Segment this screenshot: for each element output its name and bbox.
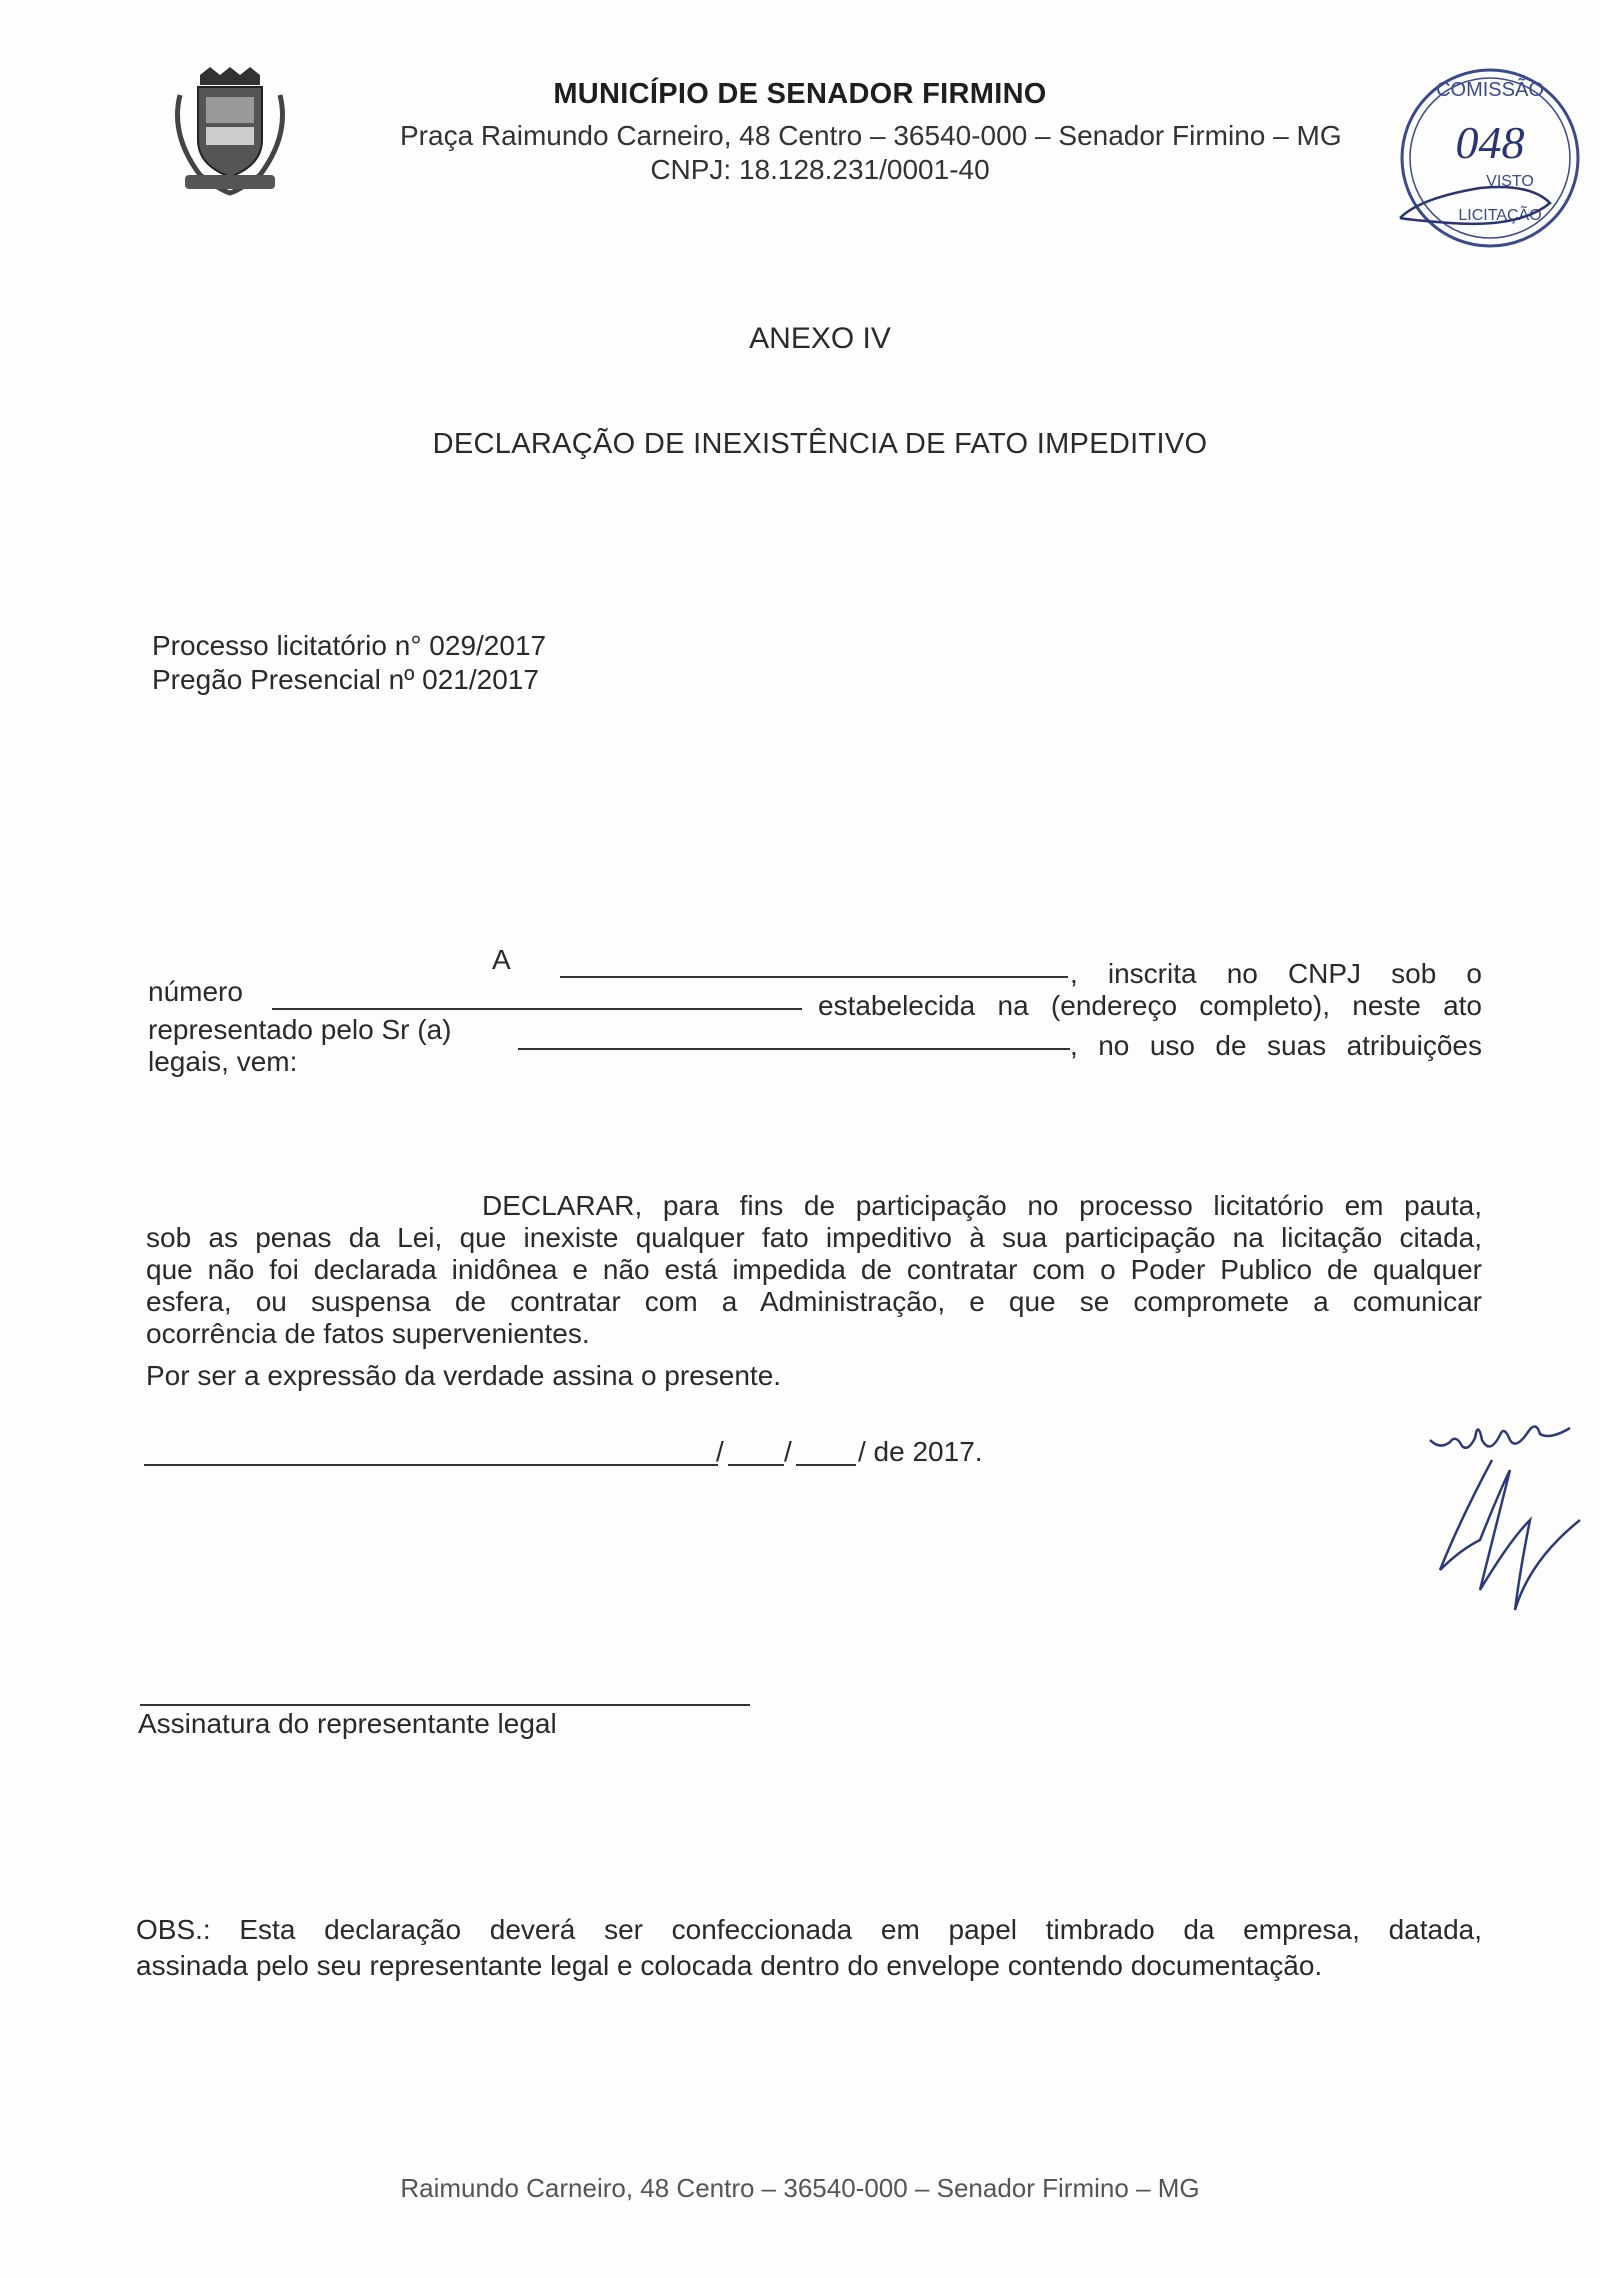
municipality-address: Praça Raimundo Carneiro, 48 Centro – 36540-000 – Senador Firmino – MG	[400, 120, 1342, 151]
form-estabelecida: estabelecida na (endereço completo), neste ato	[818, 990, 1482, 1021]
date-slash-1: /	[716, 1436, 724, 1467]
company-name-line[interactable]	[560, 976, 1068, 978]
stamp-visto: VISTO	[1486, 173, 1534, 190]
declaration-line-3: que não foi declarada inidônea e não está impedida de contratar com o Poder Publico de qualquer	[146, 1254, 1482, 1285]
form-representado: representado pelo Sr (a)	[148, 1014, 452, 1045]
stamp-number: 048	[1455, 117, 1525, 168]
representative-name-line[interactable]	[518, 1048, 1070, 1050]
date-suffix: / de 2017.	[858, 1436, 983, 1467]
handwritten-signature	[1420, 1400, 1590, 1640]
cnpj-number-line[interactable]	[272, 1008, 802, 1010]
annex-heading: ANEXO IV	[749, 322, 891, 355]
declaration-line-5: ocorrência de fatos supervenientes.	[146, 1318, 590, 1349]
stamp-top-text: COMISSÃO	[1436, 79, 1544, 101]
declaration-line-4: esfera, ou suspensa de contratar com a Administração, e que se compromete a comunicar	[146, 1286, 1482, 1317]
month-line[interactable]	[796, 1464, 856, 1466]
place-line[interactable]	[144, 1464, 718, 1466]
municipality-cnpj: CNPJ: 18.128.231/0001-40	[650, 154, 990, 185]
municipality-title: MUNICÍPIO DE SENADOR FIRMINO	[553, 78, 1047, 110]
obs-line-1: OBS.: Esta declaração deverá ser confeccionada em papel timbrado da empresa, datada,	[136, 1914, 1482, 1945]
commission-stamp	[1380, 58, 1600, 258]
declaration-title: DECLARAÇÃO DE INEXISTÊNCIA DE FATO IMPEDITIVO	[432, 428, 1208, 460]
process-number: Processo licitatório n° 029/2017	[152, 630, 547, 661]
declaration-line-2: sob as penas da Lei, que inexiste qualquer fato impeditivo à sua participação na licitação citada,	[146, 1222, 1482, 1253]
signature-label: Assinatura do representante legal	[138, 1708, 557, 1739]
form-legais: legais, vem:	[148, 1046, 298, 1077]
form-numero: número	[148, 976, 243, 1007]
signature-line[interactable]	[140, 1704, 750, 1706]
footer-address: Raimundo Carneiro, 48 Centro – 36540-000 – Senador Firmino – MG	[400, 2173, 1200, 2203]
form-label-a: A	[492, 944, 511, 975]
form-uso: , no uso de suas atribuições	[1070, 1030, 1482, 1061]
obs-line-2: assinada pelo seu representante legal e colocada dentro do envelope contendo documentação.	[136, 1950, 1323, 1981]
stamp-bottom-text: LICITAÇÃO	[1458, 207, 1542, 224]
form-inscrita: , inscrita no CNPJ sob o	[1070, 958, 1482, 989]
date-slash-2: /	[784, 1436, 792, 1467]
declaration-line-1: DECLARAR, para fins de participação no processo licitatório em pauta,	[482, 1190, 1482, 1221]
declaration-line-6: Por ser a expressão da verdade assina o presente.	[146, 1360, 782, 1391]
day-line[interactable]	[728, 1464, 784, 1466]
pregao-number: Pregão Presencial nº 021/2017	[152, 664, 539, 695]
